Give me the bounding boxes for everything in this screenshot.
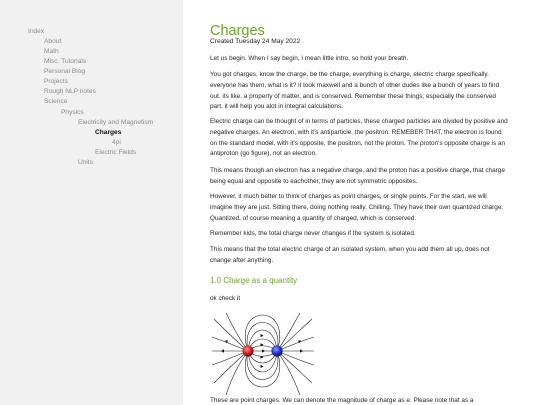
field-lines (212, 313, 314, 395)
sidebar-item-electricity-and-magnetism[interactable]: Electricity and Magnetism (78, 119, 154, 126)
sidebar-item-rough-nlp-notes[interactable]: Rough NLP notes (44, 88, 96, 95)
sidebar-item-math[interactable]: Math (44, 48, 59, 55)
paragraph-isolated: Remember kids, the total charge never changes if the system is isolated. (210, 230, 416, 237)
sidebar (0, 0, 183, 405)
sidebar-item-charges[interactable]: Charges (95, 129, 122, 136)
page-title: Charges (210, 23, 265, 39)
section-heading: 1.0 Charge as a quantity (210, 276, 298, 285)
sidebar-item-projects[interactable]: Projects (44, 78, 68, 85)
paragraph-particles: Electric charge can be thought of in terms of particles, these charged particles are divided by positive and negative charges. An electron, with it's antiparticle, the positron. REMEBER THAT, the electron is found on the standard model, with it's opposite, the positron, not the proton. The proton's opposite charge is an antiproton (go figure), not an electron. (210, 118, 508, 158)
paragraph-point-charges: However, it much better to think of charges as point charges, or single points. For the start, we will imagine they are just. Sitting there, doing nothing really. Chilling. They have their own quantized charge. Quantized, of course meaning a quantity of charged, which is conserved. (210, 193, 504, 222)
sidebar-item-index[interactable]: Index (28, 28, 45, 35)
sidebar-item-units[interactable]: Units (78, 159, 94, 166)
dipole-field-figure (210, 311, 316, 397)
sidebar-item-physics[interactable]: Physics (61, 109, 84, 116)
sidebar-item-personal-blog[interactable]: Personal Blog (44, 68, 86, 75)
paragraph-total-charge: This means that the total electric charge of an isolated system, when you add them all up, does not change after anything. (210, 246, 490, 264)
main-content (210, 0, 510, 405)
paragraph-point-charge-caption: These are point charges. We can denote the magnitude of charge as e. Please note that as a (210, 397, 474, 404)
sidebar-item-about[interactable]: About (44, 38, 62, 45)
negative-charge (271, 345, 282, 356)
positive-charge (242, 345, 253, 356)
paragraph-intro: Let us begin. When I say begin, I mean little intro, so hold your breath. (210, 55, 409, 62)
paragraph-opposites: This means though an electron has a negative charge, and the proton has a positive charge, that charge being equal and opposite to eachother, they are not symmetric opposites. (210, 167, 505, 185)
paragraph-ok-check-it: ok check it (210, 295, 241, 302)
sidebar-item-electric-fields[interactable]: Electric Fields (95, 149, 137, 156)
created-date: Created Tuesday 24 May 2022 (210, 38, 301, 45)
sidebar-item-science[interactable]: Science (44, 98, 68, 105)
sidebar-item-4pi[interactable]: 4pi (112, 139, 121, 146)
paragraph-charges: You got charges, know the charge, be the charge, everything is charge, electric charge specifically. everyone has them, what is it? it took maxwell and a bunch of other dudes like a bunch of years to find out. its like. a property of matter, and is conserved. Remember these things, especially the conserved part, it will help you alot in integral calculations. (210, 71, 500, 111)
sidebar-item-misc-tutorials[interactable]: Misc. Tutorials (44, 58, 87, 65)
